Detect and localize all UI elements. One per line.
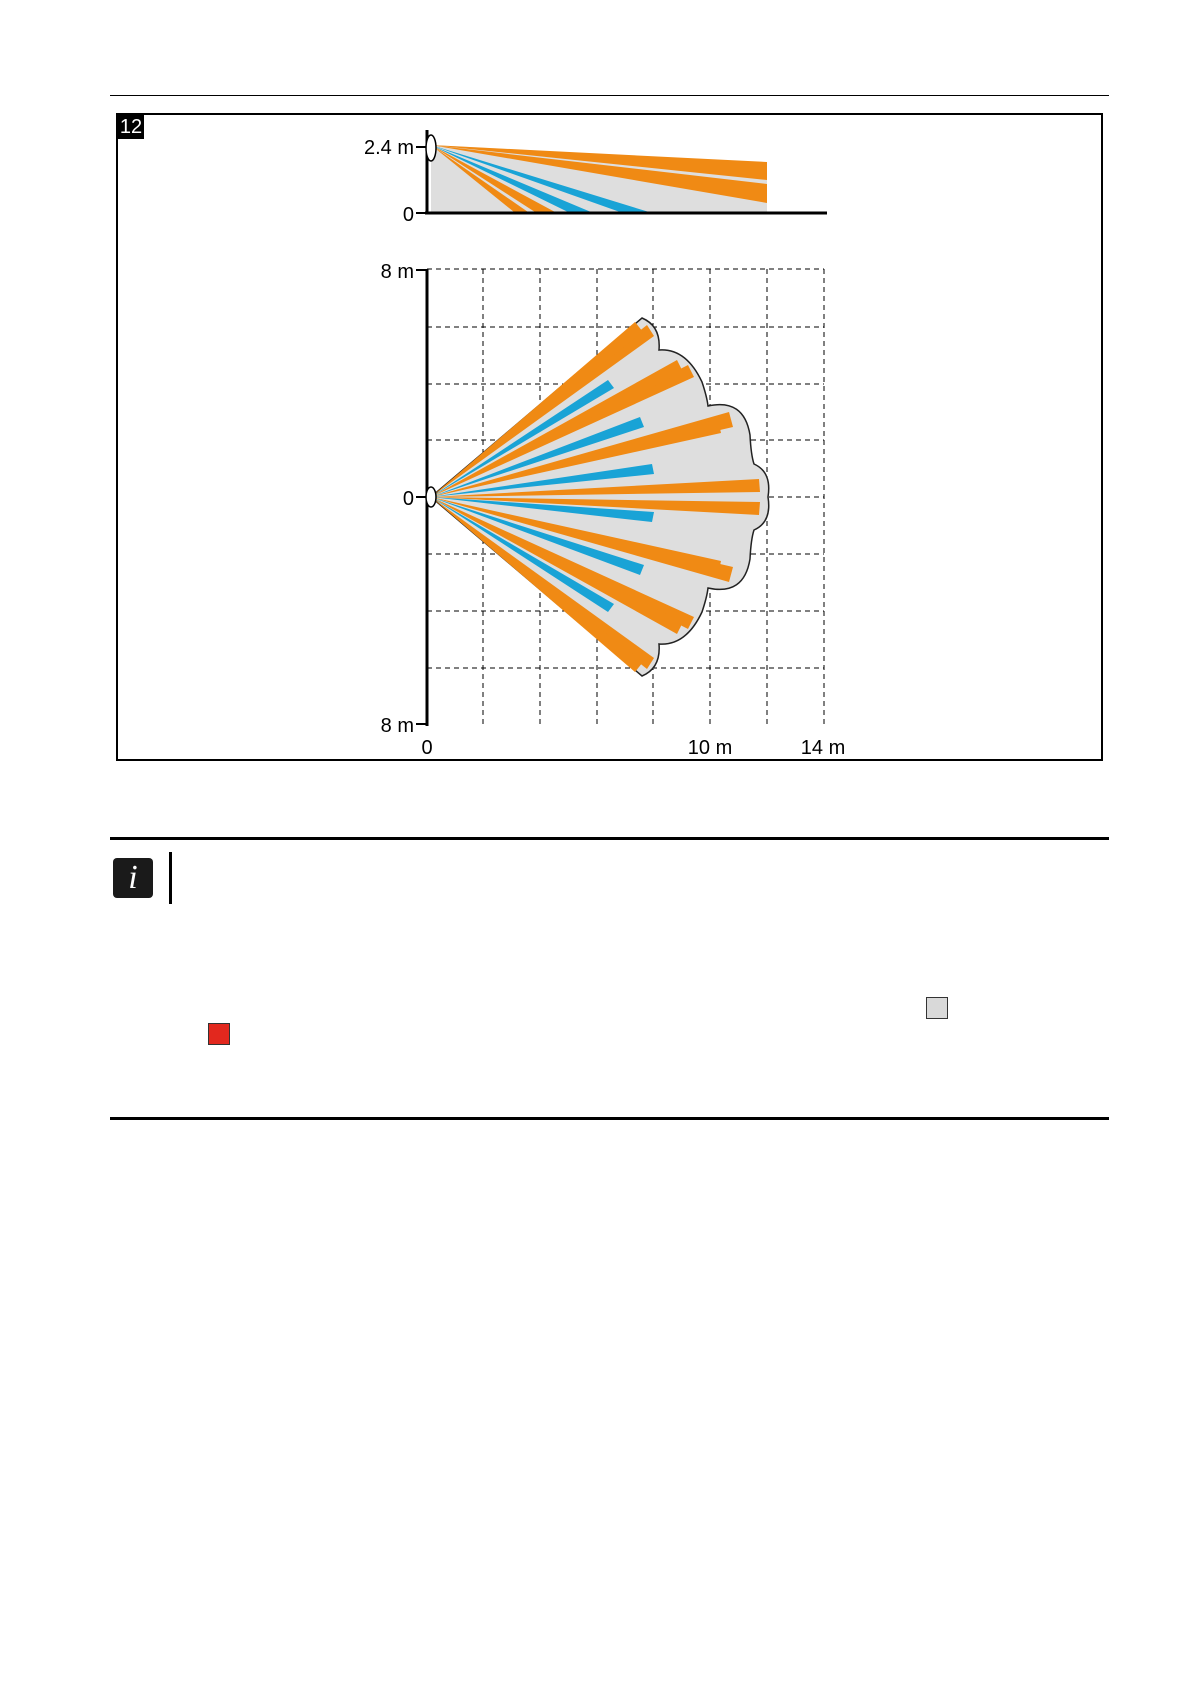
top-x-label-14m: 14 m: [800, 737, 846, 759]
info-icon: i: [113, 858, 153, 898]
side-view: [364, 130, 827, 226]
red-color-swatch: [208, 1023, 230, 1045]
figure-number: 12: [119, 116, 143, 138]
side-y-label-bottom: 0: [402, 204, 414, 226]
top-y-label-middle: 0: [402, 488, 414, 510]
top-y-label-bottom: 8 m: [380, 715, 414, 737]
top-x-label-origin: 0: [421, 737, 433, 759]
header-rule: [110, 95, 1109, 96]
gray-color-swatch: [926, 997, 948, 1019]
detection-zone-diagram: [118, 115, 1101, 759]
top-view: [381, 261, 846, 759]
side-y-label-top: 2.4 m: [363, 137, 414, 159]
note-top-rule: [110, 837, 1109, 840]
note-divider: [169, 852, 172, 904]
detector-top-icon: [426, 487, 436, 507]
note-bottom-rule: [110, 1117, 1109, 1120]
detector-side-icon: [426, 135, 436, 161]
figure-frame: [116, 113, 1103, 761]
top-y-label-top: 8 m: [380, 261, 414, 283]
top-x-label-10m: 10 m: [687, 737, 733, 759]
